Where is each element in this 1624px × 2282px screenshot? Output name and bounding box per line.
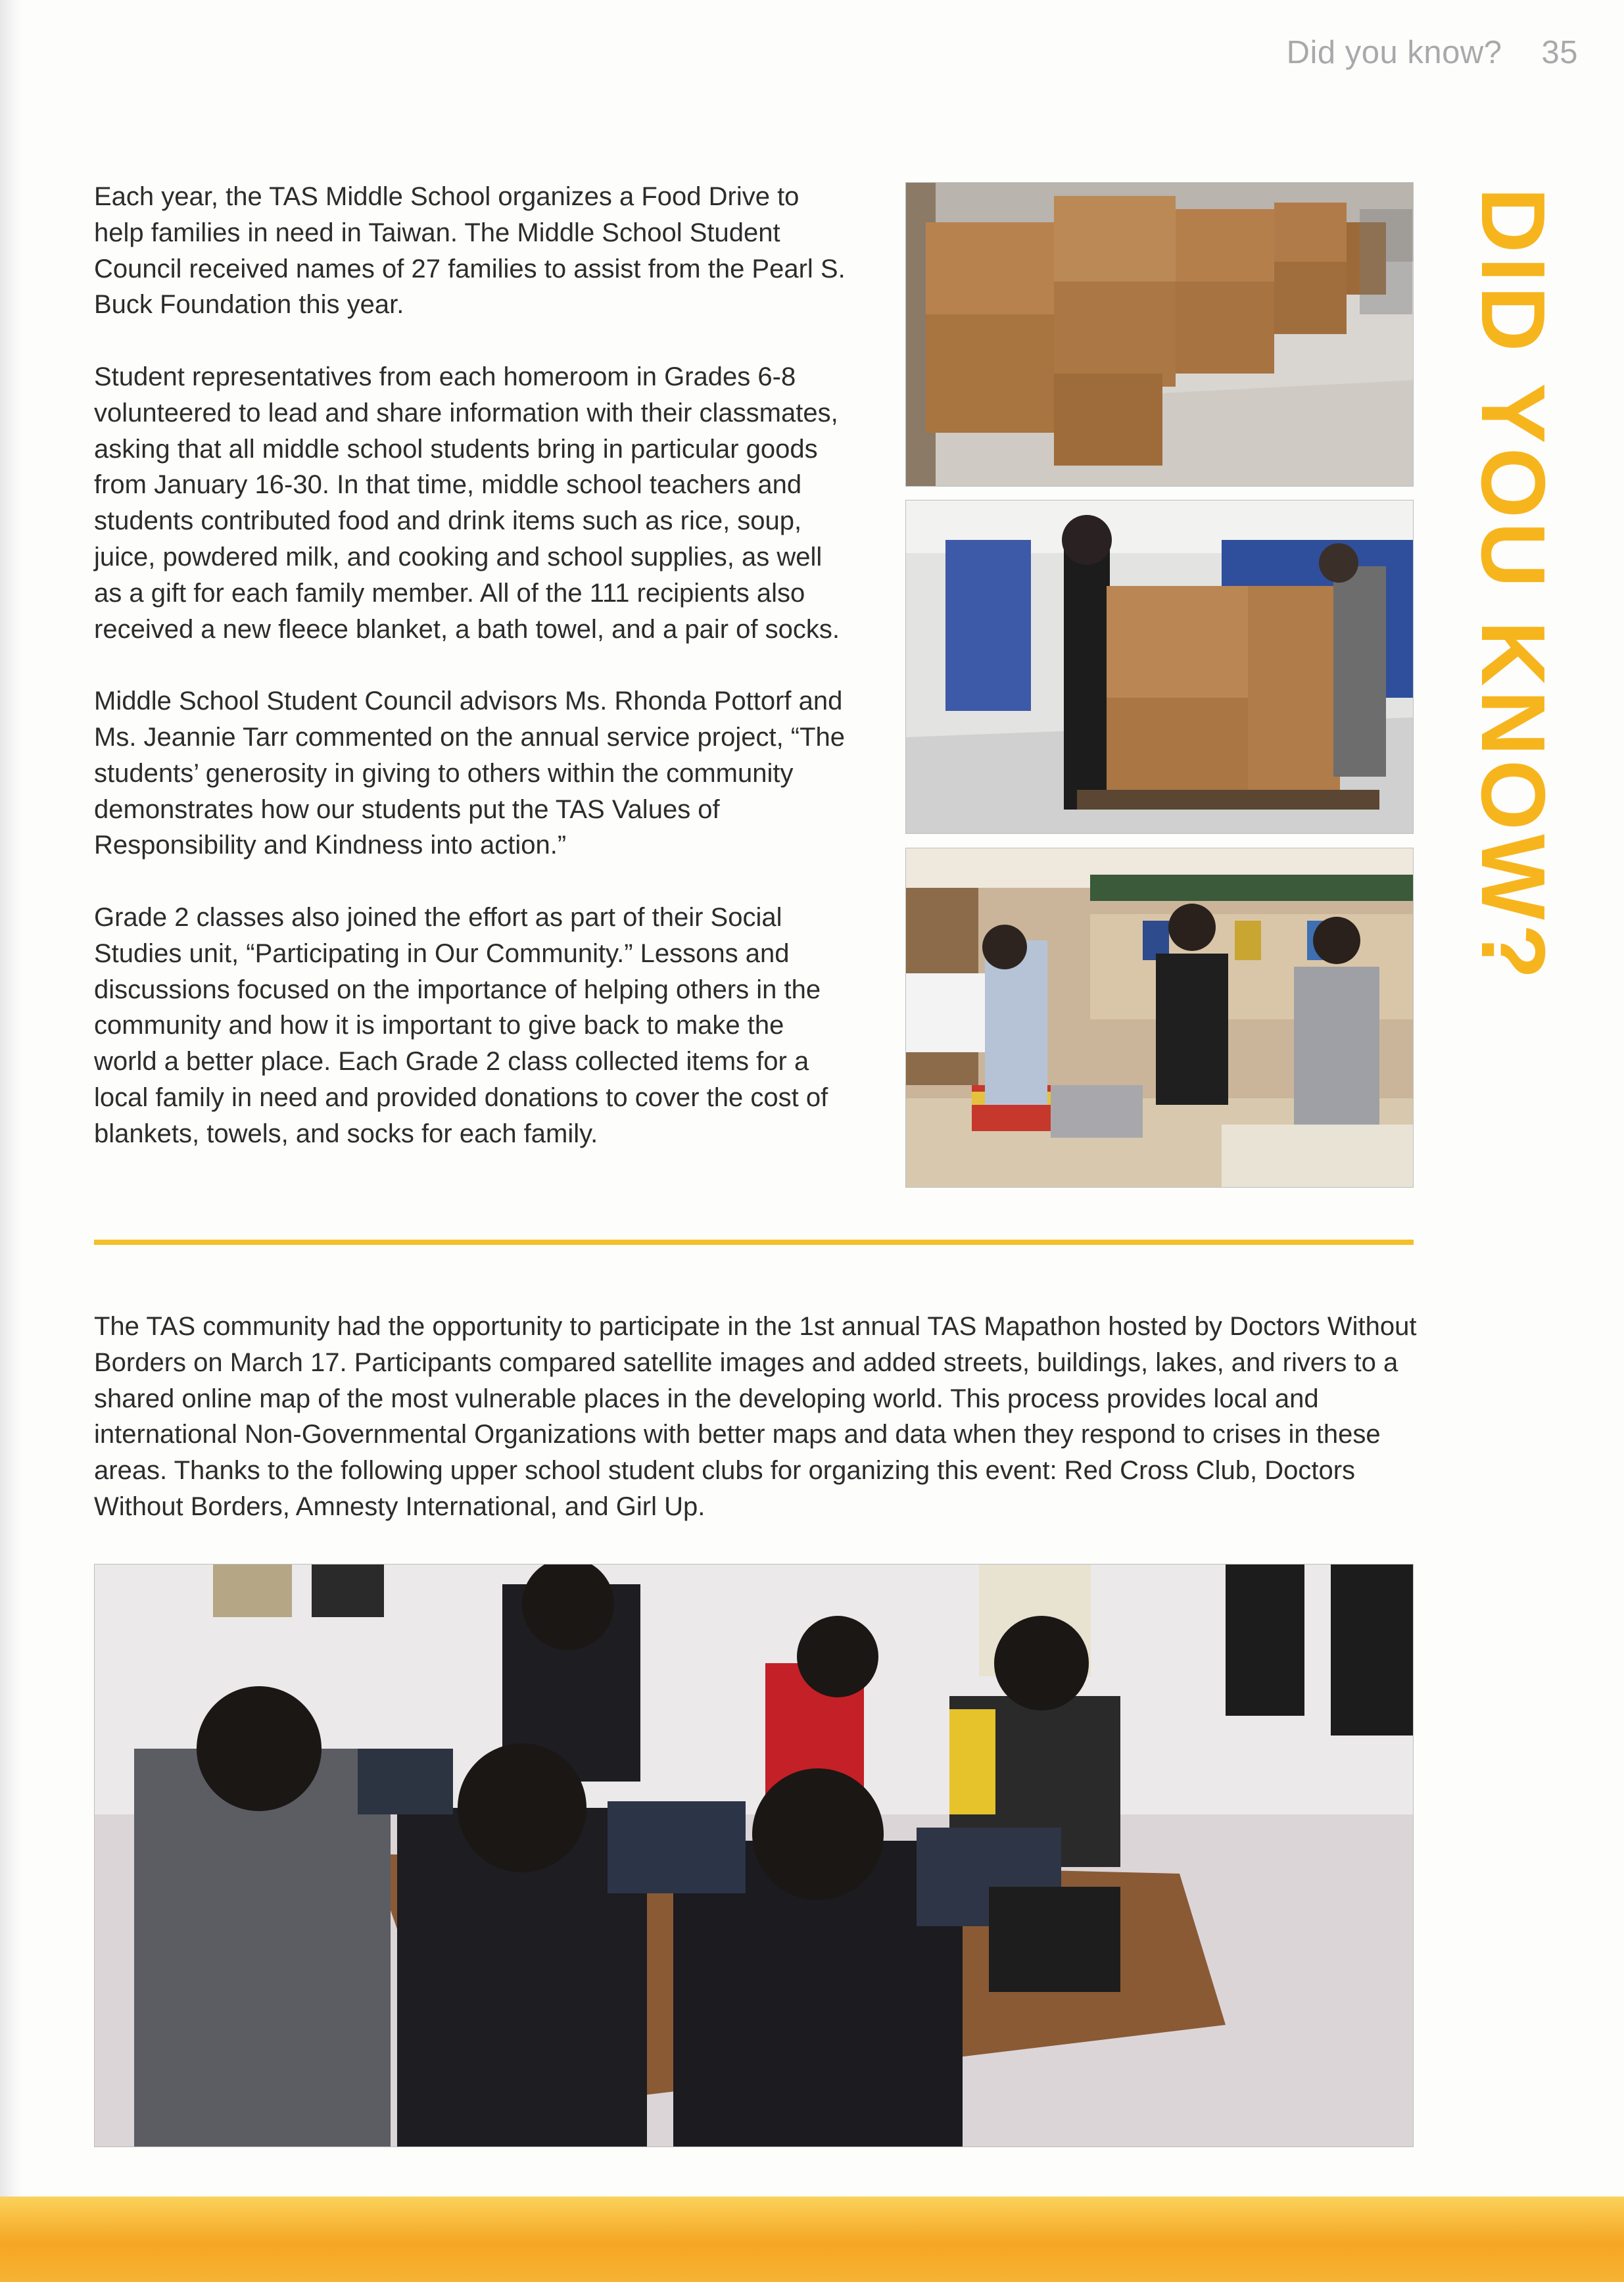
article-paragraph: Student representatives from each homeroom in Grades 6-8 volunteered to lead and share information with their classmates, asking that all middle school students bring in particular goods from January 16-30. In that time, middle school teachers and students contributed food and drink items such as rice, soup, juice, powdered milk, and cooking and school supplies, as well as a gift for each family member. All of the 111 recipients also received a new fleece blanket, a bath towel, and a pair of socks. [94, 362, 840, 644]
photo-students-with-cart [905, 500, 1414, 834]
food-drive-article [94, 179, 850, 1188]
footer-band [0, 2197, 1624, 2282]
mapathon-article [94, 1309, 1422, 1525]
page-spine-shadow [0, 0, 22, 2282]
article-paragraph: Each year, the TAS Middle School organizes a Food Drive to help families in need in Taiwan. The Middle School Student Council received names of 27 families to assist from the Pearl S. Buck Foundation this year. [94, 182, 846, 320]
photo-mapathon-laptops [94, 1564, 1414, 2147]
section-divider [94, 1240, 1414, 1245]
article-paragraph: Grade 2 classes also joined the effort as part of their Social Studies unit, “Participating in Our Community.” Lessons and discussions focused on the importance of helping others in the community and how it is important to give back to make the world a better place. Each Grade 2 class collected items for a local family in need and provided donations to cover the cost of blankets, towels, and socks for each family. [94, 902, 828, 1148]
page-number: 35 [1541, 35, 1578, 70]
photo-students-with-cart-image [906, 500, 1413, 833]
side-title: DID YOU KNOW? [1462, 187, 1564, 984]
photo-stacked-boxes [905, 182, 1414, 487]
photo-stacked-boxes-image [906, 183, 1413, 486]
photo-mapathon-laptops-image [95, 1565, 1413, 2147]
photo-classroom-sorting-image [906, 848, 1413, 1187]
article-paragraph: The TAS community had the opportunity to participate in the 1st annual TAS Mapathon hosted by Doctors Without Borders on March 17. Participants compared satellite images and added streets, buildings, lakes, and rivers to a shared online map of the most vulnerable places in the developing world. This process provides local and international Non-Governmental Organizations with better maps and data when they respond to crises in these areas. Thanks to the following upper school student clubs for organizing this event: Red Cross Club, Doctors Without Borders, Amnesty International, and Girl Up. [94, 1312, 1417, 1521]
article-paragraph: Middle School Student Council advisors Ms. Rhonda Pottorf and Ms. Jeannie Tarr commented on the annual service project, “The students’ generosity in giving to others within the community demonstrates how our students put the TAS Values of Responsibility and Kindness into action.” [94, 687, 846, 860]
running-header [1287, 34, 1578, 71]
photo-classroom-sorting [905, 848, 1414, 1188]
section-label: Did you know? [1286, 35, 1502, 70]
